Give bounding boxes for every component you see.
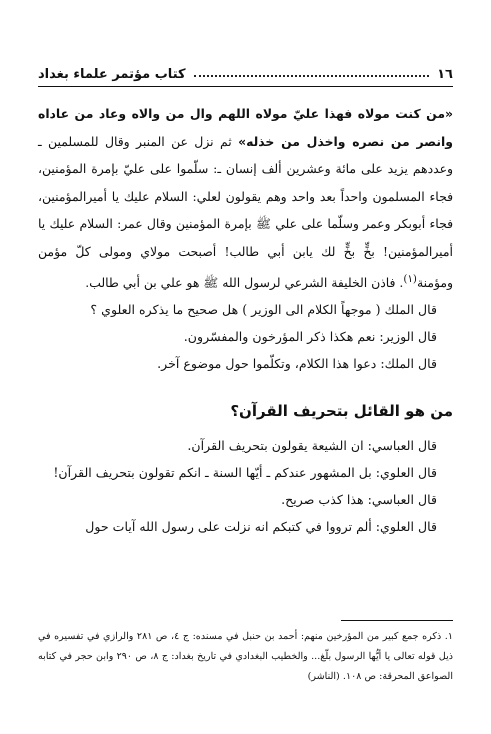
dialogue-line: قال الملك: دعوا هذا الكلام، وتكلّموا حول موضوع آخر.: [157, 356, 437, 372]
paragraph-1: [38, 100, 453, 296]
footnote-marker: (١): [403, 272, 417, 285]
paragraph-1-text: ثم نزل عن المنبر وقال للمسلمين ـ وعددهم يزيد على مائة وعشرين ألف إنسان ـ: سلّموا على عليّ بإمرة المؤمنين، فجاء المسلمون واحداً بعد واحد وهم يقولون لعلي: السلام عليك يا أميرالمؤمنين، فجاء أبوبكر وعمر وسلّما على علي ﷺ بإمرة المؤمنين وقال عمر: السلام عليك يا أميرالمؤمنين! بخٍّ بخٍّ لك يابن أبي طالب! أصبحت مولاي ومولى كلّ مؤمن ومؤمنة: [38, 133, 453, 290]
dialogue-line: قال العلوي: ألم ترووا في كتبكم انه نزلت على رسول الله آيات حول: [85, 519, 437, 534]
dialogue-line: قال الوزير: نعم هكذا ذكر المؤرخون والمفسّرون.: [183, 329, 437, 345]
book-title: كتاب مؤتمر علماء بغداد: [38, 67, 186, 82]
running-header: [38, 60, 453, 82]
paragraph-1-end: . فاذن الخليفة الشرعي لرسول الله ﷺ هو علي بن أبي طالب.: [85, 274, 404, 290]
publisher-note: (الناشر): [307, 671, 340, 682]
footnote-text: ١. ذكره جمع كبير من المؤرخين منهم: أحمد بن حنبل في مسنده: ج ٤، ص ٢٨١ والرازي في تفسيره في ذيل قوله تعالى يا أيُّها الرسول بلّغ... والخطيب البغدادي في تاريخ بغداد: ج ٨، ص ٢٩٠ وابن حجر في كتابه الصواعق المحرقة: ص ١٠٨.: [38, 631, 454, 682]
dialogue-line: قال الملك ( موجهاً الكلام الى الوزير ) هل صحيح ما يذكره العلوي ؟: [90, 302, 437, 318]
footnote: [38, 627, 453, 687]
section-heading: من هو القائل بتحريف القرآن؟: [230, 402, 453, 420]
dialogue-line: قال العباسي: ان الشيعة يقولون بتحريف القرآن.: [187, 438, 437, 453]
hadith-quote: «من كنت مولاه فهذا عليّ مولاه اللهم وال من والاه وعاد من عاداه وانصر من نصره واخذل من خذله»: [38, 106, 453, 149]
page-number: ١٦: [437, 67, 453, 82]
footnote-rule: [341, 620, 453, 621]
main-text: [38, 100, 453, 377]
dialogue-line: قال العلوي: بل المشهور عندكم ـ أيّها السنة ـ انكم تقولون بتحريف القرآن!: [53, 465, 437, 480]
dialogue-line: قال العباسي: هذا كذب صريح.: [281, 492, 437, 507]
header-rule: [38, 86, 453, 87]
section-text: [38, 432, 453, 540]
header-dot-leader: [194, 75, 430, 77]
